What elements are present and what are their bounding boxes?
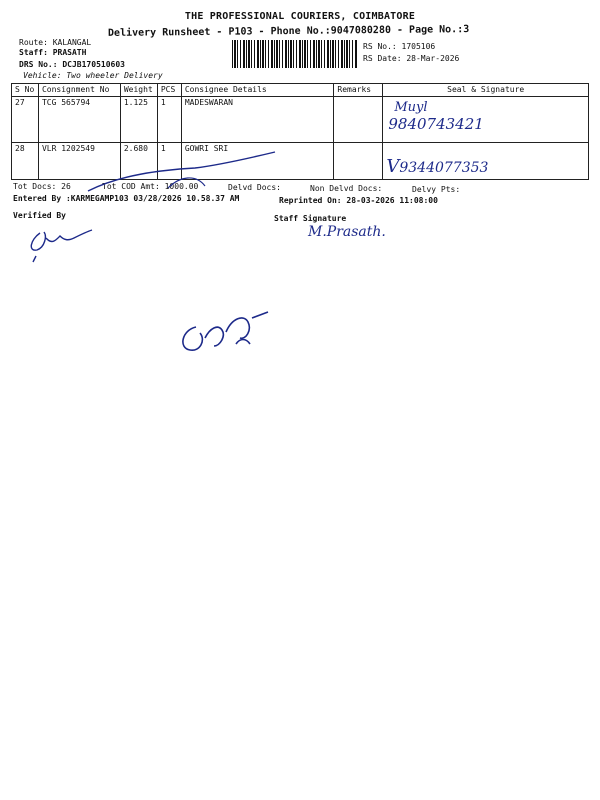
header-sno: S No (12, 84, 39, 97)
cell-consignment: VLR 1202549 (38, 143, 120, 180)
cell-pcs: 1 (157, 97, 181, 143)
header-seal-signature: Seal & Signature (383, 84, 589, 97)
handwritten-phone: 9840743421 (388, 115, 484, 133)
header-remarks: Remarks (334, 84, 383, 97)
cod-scribble (168, 178, 205, 188)
vehicle-label: Vehicle: Two wheeler Delivery (23, 71, 163, 80)
total-cod-amount: Tot COD Amt: 1000.00 (102, 182, 199, 191)
company-title: THE PROFESSIONAL COURIERS, COIMBATORE (184, 11, 416, 22)
rs-number: RS No.: 1705106 (363, 42, 436, 51)
reprinted-on: Reprinted On: 28-03-2026 11:08:00 (279, 196, 438, 205)
cell-consignee: MADESWARAN (181, 97, 334, 143)
verified-by-signature (31, 230, 92, 262)
verified-by-label: Verified By (13, 211, 66, 220)
staff-label: Staff: PRASATH (19, 48, 87, 57)
cell-pcs: 1 (157, 143, 181, 180)
handwritten-name: V (386, 156, 400, 177)
handwritten-name: Muyl (394, 100, 428, 115)
header-consignment: Consignment No (38, 84, 120, 97)
staff-signature-label: Staff Signature (274, 214, 347, 223)
total-docs: Tot Docs: 26 (13, 182, 71, 191)
runsheet-subtitle: Delivery Runsheet - P103 - Phone No.:9047080280 - Page No.:3 (107, 24, 470, 39)
cell-consignee: GOWRI SRI (181, 143, 334, 180)
center-signature (183, 312, 268, 350)
non-delivered-docs: Non Delvd Docs: (310, 184, 383, 193)
entered-by: Entered By :KARMEGAMP103 03/28/2026 10.58.37 AM (13, 194, 240, 203)
handwritten-phone: 9344077353 (399, 160, 489, 176)
row-strike-signature (88, 152, 275, 191)
cell-consignment: TCG 565794 (38, 97, 120, 143)
cell-weight: 2.680 (120, 143, 157, 180)
rs-date: RS Date: 28-Mar-2026 (363, 54, 460, 63)
header-pcs: PCS (157, 84, 181, 97)
cell-sno: 27 (12, 97, 39, 143)
delivered-docs: Delvd Docs: (228, 183, 281, 192)
header-consignee: Consignee Details (181, 84, 334, 97)
cell-sno: 28 (12, 143, 39, 180)
route-label: Route: KALANGAL (19, 38, 92, 47)
cell-weight: 1.125 (120, 97, 157, 143)
header-weight: Weight (120, 84, 157, 97)
staff-handwritten-signature: M.Prasath. (308, 224, 386, 240)
delivery-points: Delvy Pts: (412, 185, 461, 194)
drs-number: DRS No.: DCJB170510603 (19, 60, 125, 69)
